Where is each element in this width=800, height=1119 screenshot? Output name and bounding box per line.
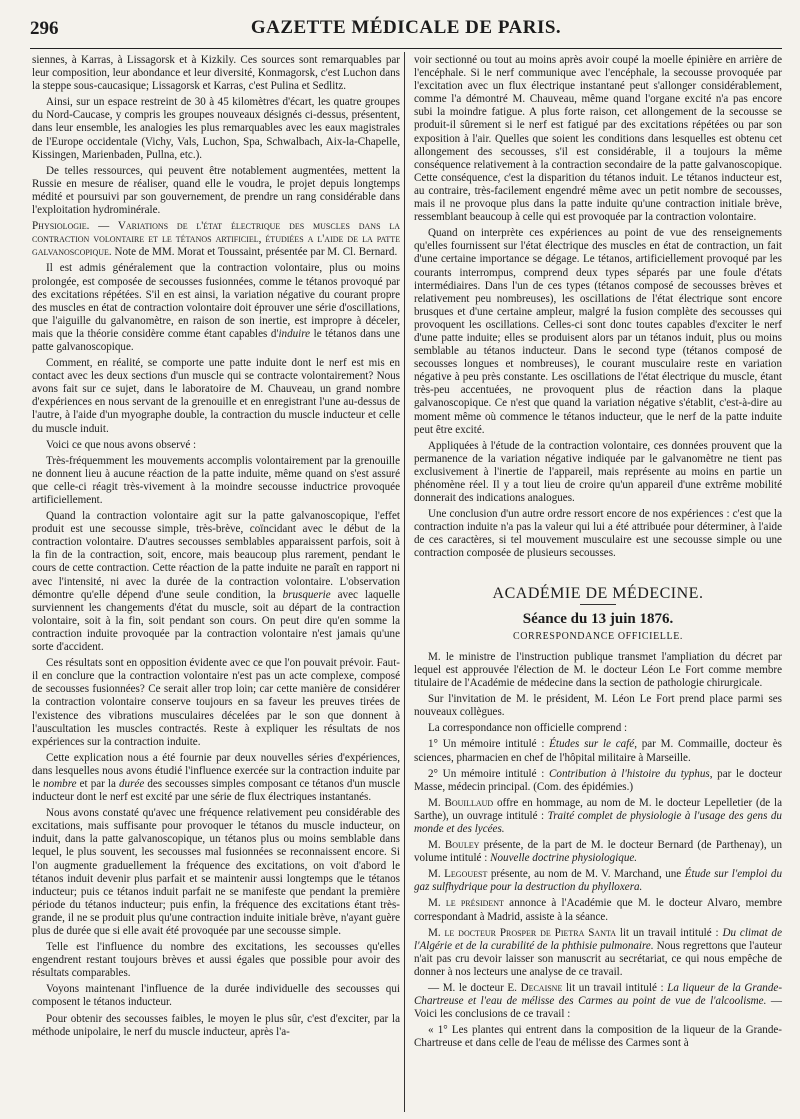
- paragraph: Telle est l'influence du nombre des excitations, les secousses qu'elles engendrent restant toujours brèves et aussi égales que possible pour avoir des résultats comparables.: [32, 941, 400, 980]
- text-span: , par M. Commaille, docteur ès sciences, pharmacien en chef de l'hôpital militaire à Marseille.: [414, 738, 782, 764]
- journal-title: GAZETTE MÉDICALE DE PARIS.: [250, 17, 562, 38]
- text-span: lit un travail intitulé :: [562, 982, 668, 994]
- academy-heading: ACADÉMIE DE MÉDECINE.: [492, 584, 704, 602]
- text-span: , par le docteur Masse, médecin principal. (Com. des épidémies.): [414, 767, 783, 793]
- paragraph: [414, 839, 782, 865]
- text-span: Nous regrettons que l'auteur n'ait pas cru devoir laisser son manuscrit au secrétariat, ce qui nous empêche de donner à nos lecteurs une analyse de ce travail.: [414, 939, 782, 978]
- speaker-name: M. le docteur Prosper de Pietra Santa: [428, 926, 617, 939]
- text-span: le tétanos dans une patte galvanoscopique.: [32, 327, 400, 353]
- speaker-name: M. Bouillaud: [428, 796, 494, 809]
- work-title: La liqueur de la Grande-Chartreuse et l'eau de mélisse des Carmes au point de vue de l'alcoolisme.: [414, 982, 783, 1008]
- work-title: Nouvelle doctrine physiologique.: [490, 852, 638, 865]
- paragraph: [32, 510, 400, 654]
- text-span: 1° Un mémoire intitulé :: [428, 738, 550, 751]
- paragraph: [414, 797, 782, 836]
- text-span: présente, de la part de M. le docteur Bernard (de Parthenay), un volume intitulé :: [414, 839, 782, 865]
- speaker-name: M. le président: [428, 897, 504, 910]
- speaker-name: Decaisne: [520, 982, 563, 994]
- work-title: Traité complet de physiologie à l'usage des gens du monde et des lycées.: [414, 809, 782, 835]
- paragraph: [414, 927, 782, 979]
- paragraph: M. le ministre de l'instruction publique transmet l'ampliation du décret par lequel est approuvée l'élection de M. le docteur Léon Le Fort comme membre titulaire de l'Académie de médecine dans la section de pathologie chirurgicale.: [414, 650, 782, 690]
- paragraph: [414, 738, 782, 764]
- paragraph: Une conclusion d'un autre ordre ressort encore de nos expériences : c'est que la contraction induite n'a pas la valeur qui lui a été attribuée pour déterminer, à l'aide de ces caractères, si tel mouvement musculaire est une secousse simple ou une contraction composée de plusieurs secousses.: [414, 508, 782, 560]
- text-span: Quand la contraction volontaire agit sur la patte galvanoscopique, l'effet produit est une secousse simple, très-brève, coïncidant avec le début de la contraction volontaire. D'autres secousses semblables apparaissent parfois, soit à la fin de la contraction, soit, encore, mais beaucoup plus rarement, pendant le cours de cette contraction. Cette réaction de la patte induite ne paraît en rapport ni avec l'intensité, ni avec la durée de la contraction volontaire. L'observation démontre qu'elle dépend d'une seule condition, la: [32, 510, 400, 601]
- text-span: et par la: [76, 777, 119, 790]
- correspondence-heading: CORRESPONDANCE OFFICIELLE.: [512, 630, 684, 642]
- paragraph: Pour obtenir des secousses faibles, le moyen le plus sûr, c'est d'exciter, par la méthode unipolaire, le nerf du muscle inducteur, après l'a-: [32, 1012, 400, 1038]
- work-title: Étude sur l'emploi du gaz sulfhydrique pour la destruction du phylloxera.: [414, 868, 782, 894]
- paragraph: [414, 982, 782, 1021]
- paragraph: Ainsi, sur un espace restreint de 30 à 45 kilomètres d'écart, les quatre groupes du Nord-Caucase, y compris les groupes nouveaux désignés ci-dessus, présentent, dans leur ensemble, les analogies les plus remarquables avec les eaux magistrales de l'Europe occidentale (Vichy, Vals, Luchon, Spa, Schwalbach, Aix-la-Chapelle, Kissingen, Marienbaden, Pullna, etc.).: [32, 96, 400, 161]
- paragraph: Sur l'invitation de M. le président, M. Léon Le Fort prend place parmi ses nouveaux collègues.: [414, 693, 782, 719]
- text-span: présente, au nom de M. V. Marchand, une: [487, 868, 685, 881]
- paragraph: [32, 752, 400, 804]
- italic-term: durée: [119, 777, 145, 790]
- text-span: 2° Un mémoire intitulé :: [428, 767, 549, 780]
- physiology-rubric: Physiologie. — Variations de l'état électrique des muscles dans la contraction volontaire et le tétanos artificiel, étudiées a l'aide de la patte galvanoscopique.: [32, 220, 400, 259]
- italic-term: nombre: [43, 777, 77, 790]
- left-column: [32, 54, 400, 1042]
- text-span: des secousses simples composant ce tétanos d'un muscle inducteur dont le nerf est excité par une série de flux électriques instantanés.: [32, 777, 400, 804]
- text-span: Il est admis généralement que la contraction volontaire, plus ou moins prolongée, est composée de secousses fusionnées, comme le tétanos provoqué par des excitations répétées. S'il en est ainsi, la variation négative du courant propre des muscles en état de contraction volontaire doit éprouver une série d'oscillations, que l'aiguille du galvanomètre, en raison de son inertie, est impropre à déceler, mais que la théorie considère comme étant capables d': [32, 262, 400, 340]
- paragraph: [32, 262, 400, 354]
- italic-term: induire: [278, 327, 311, 340]
- paragraph: siennes, à Karras, à Lissagorsk et à Kizkily. Ces sources sont remarquables par leur composition, leur abondance et leur diversité, Konmagorsk, c'est Luchon dans la steppe sous-caucasique; Lissagorsk et Karras, c'est Pulina et Sedlitz.: [32, 54, 400, 93]
- work-title: Du climat de l'Algérie et de la curabilité de la phthisie pulmonaire.: [414, 926, 783, 952]
- paragraph: Nous avons constaté qu'avec une fréquence relativement peu considérable des excitations, mais suffisante pour provoquer le tétanos du muscle inducteur, on induit, dans la patte galvanoscopique, un tétanos plus ou moins semblable dans lequel, le plus souvent, les secousses mal fusionnées se reconnaissent encore. Si l'on augmente graduellement la fréquence des excitations, on voit d'abord le tétanos induit devenir plus parfait et se maintenir aussi longtemps que le tétanos inducteur; puis ce tétanos induit parfait ne se manifeste que pendant la première période du tétanos inducteur; puis enfin, la fréquence des excitations étant très-grande, il ne se produit plus qu'une contraction induite initiale brève, n'ayant guère plus de durée que si elle avait été provoquée par une secousse simple.: [32, 807, 400, 937]
- paragraph: Très-fréquemment les mouvements accomplis volontairement par la grenouille ne donnent lieu à aucune réaction de la patte induite, même quand on s'est assuré que celle-ci réagit très-vivement à la moindre secousse inductrice provoquée artificiellement.: [32, 454, 400, 506]
- work-title: Études sur le café: [549, 738, 635, 751]
- paragraph: Voyons maintenant l'influence de la durée individuelle des secousses qui composent le tétanos inducteur.: [32, 983, 400, 1009]
- text-span: lit un travail intitulé :: [616, 926, 723, 939]
- page-number: 296: [30, 18, 59, 39]
- paragraph: Appliquées à l'étude de la contraction volontaire, ces données prouvent que la permanence de la variation négative indiquée par le galvanomètre ne tient pas exclusivement à l'inertie de l'appareil, mais représente au moins en partie un phénomène réel. Il y a tout lieu de croire qu'un appareil d'une extrême mobilité donnerait des indications analogues.: [414, 439, 782, 505]
- text-span: offre en hommage, au nom de M. le docteur Lepelletier (de la Sarthe), un ouvrage intitulé :: [414, 796, 782, 822]
- paragraph: La correspondance non officielle comprend :: [428, 722, 628, 735]
- paragraph: [414, 897, 782, 923]
- italic-term: brusquerie: [282, 588, 331, 601]
- physiology-heading: [32, 220, 400, 259]
- session-heading: Séance du 13 juin 1876.: [522, 610, 674, 627]
- page-header: [30, 14, 782, 49]
- paragraph: De telles ressources, qui peuvent être notablement augmentées, mettent la Russie en mesure de réaliser, quand elle le voudra, le projet depuis longtemps médité et poursuivi par son gouvernement, de prendre un rang considérable dans l'exploitation hydrominérale.: [32, 164, 400, 217]
- text-span: annonce à l'Académie que M. le docteur Alvaro, membre correspondant à Madrid, assiste à la séance.: [414, 897, 782, 923]
- column-divider: [404, 52, 405, 1112]
- paragraph: voir sectionné ou tout au moins après avoir coupé la moelle épinière en arrière de l'encéphale. Si le nerf communique avec l'encéphale, la secousse provoquée par l'excitation avec un flux électrique instantané peut s'allonger considérablement, comme l'a démontré M. Chauveau, même quand l'organe excité n'a pas encore subi la moindre fatigue. A plus forte raison, cet allongement de la secousse se produit-il sûrement si le nerf est fatigué par des excitations répétées ou par son exposition à l'air. Quelles que soient les conditions dans lesquelles est obtenu cet allongement des secousses, s'il est considérable, il a toujours la même conséquence relativement à la contraction secondaire de la patte galvanoscopique. Cette conséquence, c'est la disparition du tétanos induit. Le tétanos inducteur est, au contraire, très-facilement engendré même avec un petit nombre de secousses, mais il ne provoque plus dans la patte induite qu'une contraction initiale brève, ressemblant beaucoup à celle qui est provoquée par la contraction volontaire.: [414, 54, 782, 224]
- speaker-name: M. Bouley: [428, 839, 480, 852]
- work-title: Contribution à l'histoire du typhus: [549, 767, 710, 780]
- physiology-note: Note de MM. Morat et Toussaint, présentée par M. Cl. Bernard.: [111, 246, 398, 259]
- right-column: [414, 54, 782, 1053]
- paragraph: Comment, en réalité, se comporte une patte induite dont le nerf est mis en contact avec les deux sections d'un muscle qui se contracte volontairement? Nous avons fait sur ce sujet, dans le laboratoire de M. Chauveau, un grand nombre d'expériences en nous servant de la grenouille et en enregistrant l'une au-dessus de l'autre, à l'aide d'un myographe double, la contraction du muscle inducteur et celle du muscle induit.: [32, 357, 400, 435]
- paragraph: Voici ce que nous avons observé :: [46, 438, 197, 451]
- text-span: Cette explication nous a été fournie par deux nouvelles séries d'expériences, dans lesquelles nous avons étudié l'influence exercée sur la contraction induite par le: [32, 751, 400, 790]
- paragraph: Ces résultats sont en opposition évidente avec ce que l'on pouvait prévoir. Faut-il en conclure que la contraction volontaire n'est pas un acte complexe, composé de secousses fusionnées? Ce serait aller trop loin; car cette manière de considérer la contraction volontaire conserve toujours en sa faveur les preuves tirées de l'existence des vibrations musculaires décelées par le son que donnent à l'auscultation les muscles contractés. Reste à expliquer les résultats de nos expériences sur la contraction induite.: [32, 657, 400, 748]
- speaker-name: M. Legouest: [428, 868, 488, 881]
- divider: [580, 604, 616, 605]
- paragraph: Quand on interprète ces expériences au point de vue des renseignements qu'elles fournissent sur l'état électrique des muscles en état de contraction, un fait d'une certaine importance se dégage. Le tétanos, artificiellement provoqué par les courants interrompus, comprend deux types séparés par une foule d'états intermédiaires. Dans l'un de ces types (tétanos composé de secousses brèves et relativement peu nombreuses), les oscillations de l'état électrique sont encore brusques et d'une certaine ampleur, malgré la fusion complète des secousses qui provoquent les oscillations. Celles-ci sont donc toutes capables d'exciter le nerf d'une patte induite; elles se produisent alors par un tétanos induit, plus ou moins semblable au tétanos inducteur. Dans le second type (tétanos composé de secousses longues et nombreuses), le courant musculaire reste en variation négative à peu près constante. Les oscillations de l'état électrique du muscle, étant très-peu accentuées, ne provoquent plus de réaction dans la plaque galvanoscopique. Ce n'est que quand la variation négative s'établit, c'est-à-dire au moment même où commence le tétanos inducteur, que le nerf de la patte induite peut être excité.: [414, 227, 782, 436]
- paragraph: « 1° Les plantes qui entrent dans la composition de la liqueur de la Grande-Chartreuse et dans celle de l'eau de mélisse des Carmes sont à: [414, 1024, 782, 1050]
- text-span: — Voici les conclusions de ce travail :: [414, 995, 783, 1021]
- text-span: avec laquelle surviennent les changements d'état du muscle, soit au départ de la contraction volontaire, soit à la fin, soit pendant son cours. On peut dire qu'en somme la contraction induite provoquée par la contraction volontaire n'est jamais qu'une sorte d'accident.: [32, 588, 400, 654]
- paragraph: [414, 868, 782, 894]
- paragraph: [414, 768, 782, 794]
- text-span: — M. le docteur E.: [428, 982, 521, 994]
